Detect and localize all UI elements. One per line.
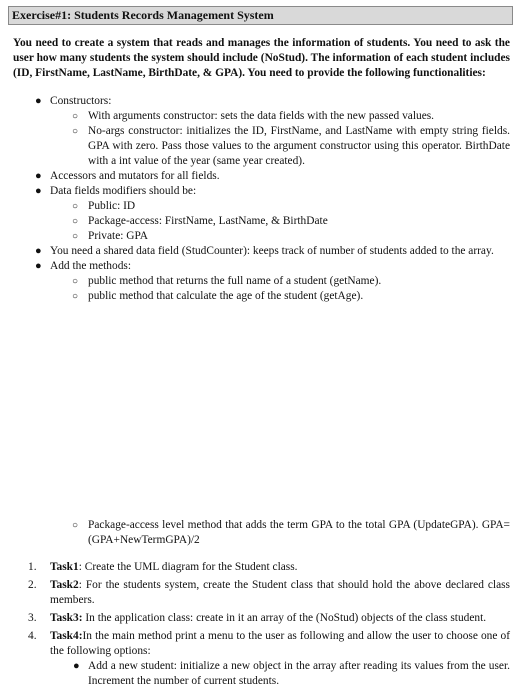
bullet-icon: ● xyxy=(35,260,42,272)
list-item xyxy=(0,518,510,548)
circle-bullet-icon: ○ xyxy=(72,126,79,137)
more-methods-list xyxy=(0,518,510,548)
list-item: ● You need a shared data field (StudCounter): keeps track of number of students added to the array. xyxy=(35,245,494,257)
task4-options xyxy=(0,659,510,689)
sub-list-item: ○ Package-access level method that adds the term GPA to the total GPA (UpdateGPA). GPA= (GPA+NewTermGPA)/2 xyxy=(72,519,510,546)
intro-paragraph: You need to create a system that reads and manages the information of students. You need to ask the user how many students the system should include (NoStud). The information of each student includes (ID, FirstName, LastName, BirthDate, & GPA). You need to provide the following functionalities: xyxy=(13,37,510,79)
sub-list-item: ○ Package-access: FirstName, LastName, & BirthDate xyxy=(72,215,328,227)
sub-list-item: ○ Public: ID xyxy=(72,200,136,212)
list-item: ● Add the methods: ○ public method that returns the full name of a student (getName). ○ public method that calculate the age of the student (getAge). xyxy=(0,259,510,304)
sub-list-item: ○ public method that calculate the age of the student (getAge). xyxy=(72,290,364,302)
sub-list xyxy=(0,109,510,169)
task-item: 2. Task2: For the students system, create the Student class that should hold the above declared class members. xyxy=(28,579,510,606)
sub-list xyxy=(0,518,510,548)
sub-list-item: ○ Private: GPA xyxy=(72,230,149,242)
bullet-icon: ● xyxy=(35,95,42,107)
sub-list-item: ○ No-args constructor: initializes the ID, FirstName, and LastName with empty string fields. GPA with zero. Pass those values to the argument constructor using this operator. BirthDate with a int value of the year (same year created). xyxy=(72,125,510,167)
circle-bullet-icon: ○ xyxy=(72,291,79,302)
sub-list xyxy=(0,199,510,244)
circle-bullet-icon: ○ xyxy=(72,201,79,212)
circle-bullet-icon: ○ xyxy=(72,231,79,242)
task-list xyxy=(0,560,510,692)
functionality-list xyxy=(0,94,510,304)
task-item: 3. Task3: In the application class: create in it an array of the (NoStud) objects of the class student. xyxy=(28,612,487,624)
bullet-icon: ● xyxy=(35,170,42,182)
bullet-icon: ● xyxy=(35,245,42,257)
option-item: ● Add a new student: initialize a new object in the array after reading its values from the user. Increment the number of current students. xyxy=(73,660,510,687)
circle-bullet-icon: ○ xyxy=(72,216,79,227)
sub-list-item: ○ public method that returns the full name of a student (getName). xyxy=(72,275,382,287)
circle-bullet-icon: ○ xyxy=(72,111,79,122)
sub-list xyxy=(0,274,510,304)
bullet-icon: ● xyxy=(73,660,80,672)
circle-bullet-icon: ○ xyxy=(72,276,79,287)
list-item: ● Accessors and mutators for all fields. xyxy=(35,170,220,182)
bullet-icon: ● xyxy=(35,185,42,197)
exercise-title: Exercise#1: Students Records Management System xyxy=(8,6,513,25)
task-item: 4. Task4:In the main method print a menu to the user as following and allow the user to choose one of the following options: ● Add a new student: initialize a new object in the array after reading its values from the user. Increment the number of current students. xyxy=(0,629,510,689)
sub-list-item: ○ With arguments constructor: sets the data fields with the new passed values. xyxy=(72,110,435,122)
circle-bullet-icon: ○ xyxy=(72,520,79,531)
list-item: ● Data fields modifiers should be: ○ Public: ID ○ Package-access: FirstName, LastName, & BirthDate ○ Private: GPA xyxy=(0,184,510,244)
task-item: 1. Task1: Create the UML diagram for the Student class. xyxy=(28,561,298,573)
list-item: ● Constructors: ○ With arguments constructor: sets the data fields with the new passed values. ○ No-args constructor: initializes the ID, FirstName, and LastName with empty string fields. GPA with zero. Pass those values to the argument constructor using this operator. BirthDate with a int value of the year (same year created). xyxy=(0,94,510,169)
